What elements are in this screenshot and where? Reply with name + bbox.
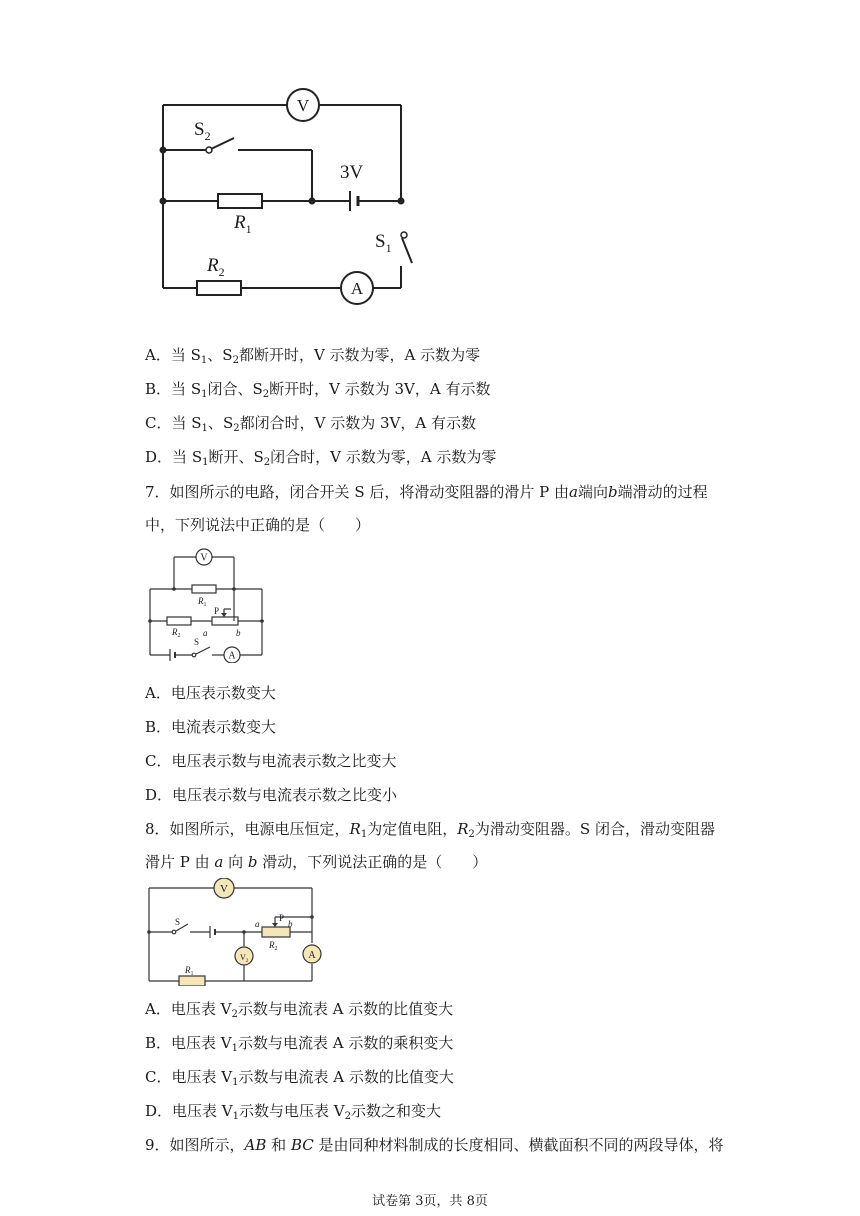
source-voltage-label: 3V bbox=[340, 162, 364, 183]
circuit-diagram-q8 bbox=[144, 878, 324, 986]
switch-s2-label: $S_2$ bbox=[194, 119, 211, 143]
ammeter-label: A bbox=[228, 650, 236, 662]
switch-s-label: S bbox=[194, 637, 200, 647]
terminal-b-label: b bbox=[236, 628, 241, 638]
q7-option-a[interactable]: A．电压表示数变大 bbox=[145, 684, 276, 702]
q8-option-a[interactable]: A．电压表 $V_2$示数与电流表 A 示数的比值变大 bbox=[145, 1000, 454, 1020]
q6-option-b[interactable]: B．当 $S_1$闭合、$S_2$断开时，V 示数为 3V，A 有示数 bbox=[145, 380, 491, 400]
circuit-diagram-1 bbox=[150, 80, 430, 305]
slider-p-label: P bbox=[279, 913, 285, 923]
ammeter-label: A bbox=[350, 279, 364, 298]
q7-option-d[interactable]: D．电压表示数与电流表示数之比变小 bbox=[145, 786, 398, 804]
resistor-r1-label: $R_1$ bbox=[234, 212, 252, 236]
q9-question-line-1: 9．如图所示，AB 和 BC 是由同种材料制成的长度相同、横截面积不同的两段导体，将 bbox=[145, 1136, 724, 1154]
terminal-a-label: a bbox=[255, 919, 260, 929]
voltmeter-v2-label: $V_2$ bbox=[240, 953, 249, 964]
q6-option-d[interactable]: D．当 $S_1$断开、$S_2$闭合时，V 示数为零，A 示数为零 bbox=[145, 448, 497, 468]
q7-option-b[interactable]: B．电流表示数变大 bbox=[145, 718, 277, 736]
voltmeter-label: V bbox=[200, 552, 208, 564]
voltmeter-label: V bbox=[296, 96, 310, 115]
q6-option-c[interactable]: C．当 $S_1$、$S_2$都闭合时，V 示数为 3V，A 有示数 bbox=[145, 414, 476, 434]
ammeter-label: A bbox=[308, 950, 316, 961]
resistor-r2-label: $R_2$ bbox=[207, 255, 225, 279]
q7-question-line-1: 7．如图所示的电路，闭合开关 S 后，将滑动变阻器的滑片 P 由a端向b端滑动的过程 bbox=[145, 483, 708, 501]
q7-question-line-2: 中，下列说法中正确的是（ ） bbox=[145, 516, 371, 534]
page-footer: 试卷第 3页，共 8页 bbox=[372, 1194, 488, 1209]
q8-question-line-2: 滑片 P 由 a 向 b 滑动，下列说法正确的是（ ） bbox=[145, 853, 488, 871]
circuit-diagram-q7 bbox=[142, 545, 270, 663]
terminal-b-label: b bbox=[288, 919, 293, 929]
voltmeter-label: V bbox=[220, 883, 228, 895]
q8-question-line-1: 8．如图所示，电源电压恒定，$R_1$为定值电阻，$R_2$为滑动变阻器。S 闭合，滑动变阻器 bbox=[145, 820, 715, 840]
switch-s1-label: $S_1$ bbox=[375, 231, 392, 255]
q7-option-c[interactable]: C．电压表示数与电流表示数之比变大 bbox=[145, 752, 397, 770]
resistor-r2-label: $R_2$ bbox=[172, 627, 181, 639]
terminal-a-label: a bbox=[203, 628, 208, 638]
q6-option-a[interactable]: A．当 $S_1$、$S_2$都断开时，V 示数为零，A 示数为零 bbox=[145, 346, 481, 366]
slider-p-label: P bbox=[214, 606, 220, 616]
switch-s-label: S bbox=[175, 917, 181, 927]
resistor-r1-label: $R_1$ bbox=[198, 596, 207, 608]
resistor-r1-label: $R_1$ bbox=[185, 965, 194, 977]
q8-option-c[interactable]: C．电压表 $V_1$示数与电流表 A 示数的比值变大 bbox=[145, 1068, 454, 1088]
resistor-r2-label: $R_2$ bbox=[269, 940, 278, 952]
q8-option-b[interactable]: B．电压表 $V_1$示数与电流表 A 示数的乘积变大 bbox=[145, 1034, 454, 1054]
q8-option-d[interactable]: D．电压表 $V_1$示数与电压表 $V_2$示数之和变大 bbox=[145, 1102, 442, 1122]
